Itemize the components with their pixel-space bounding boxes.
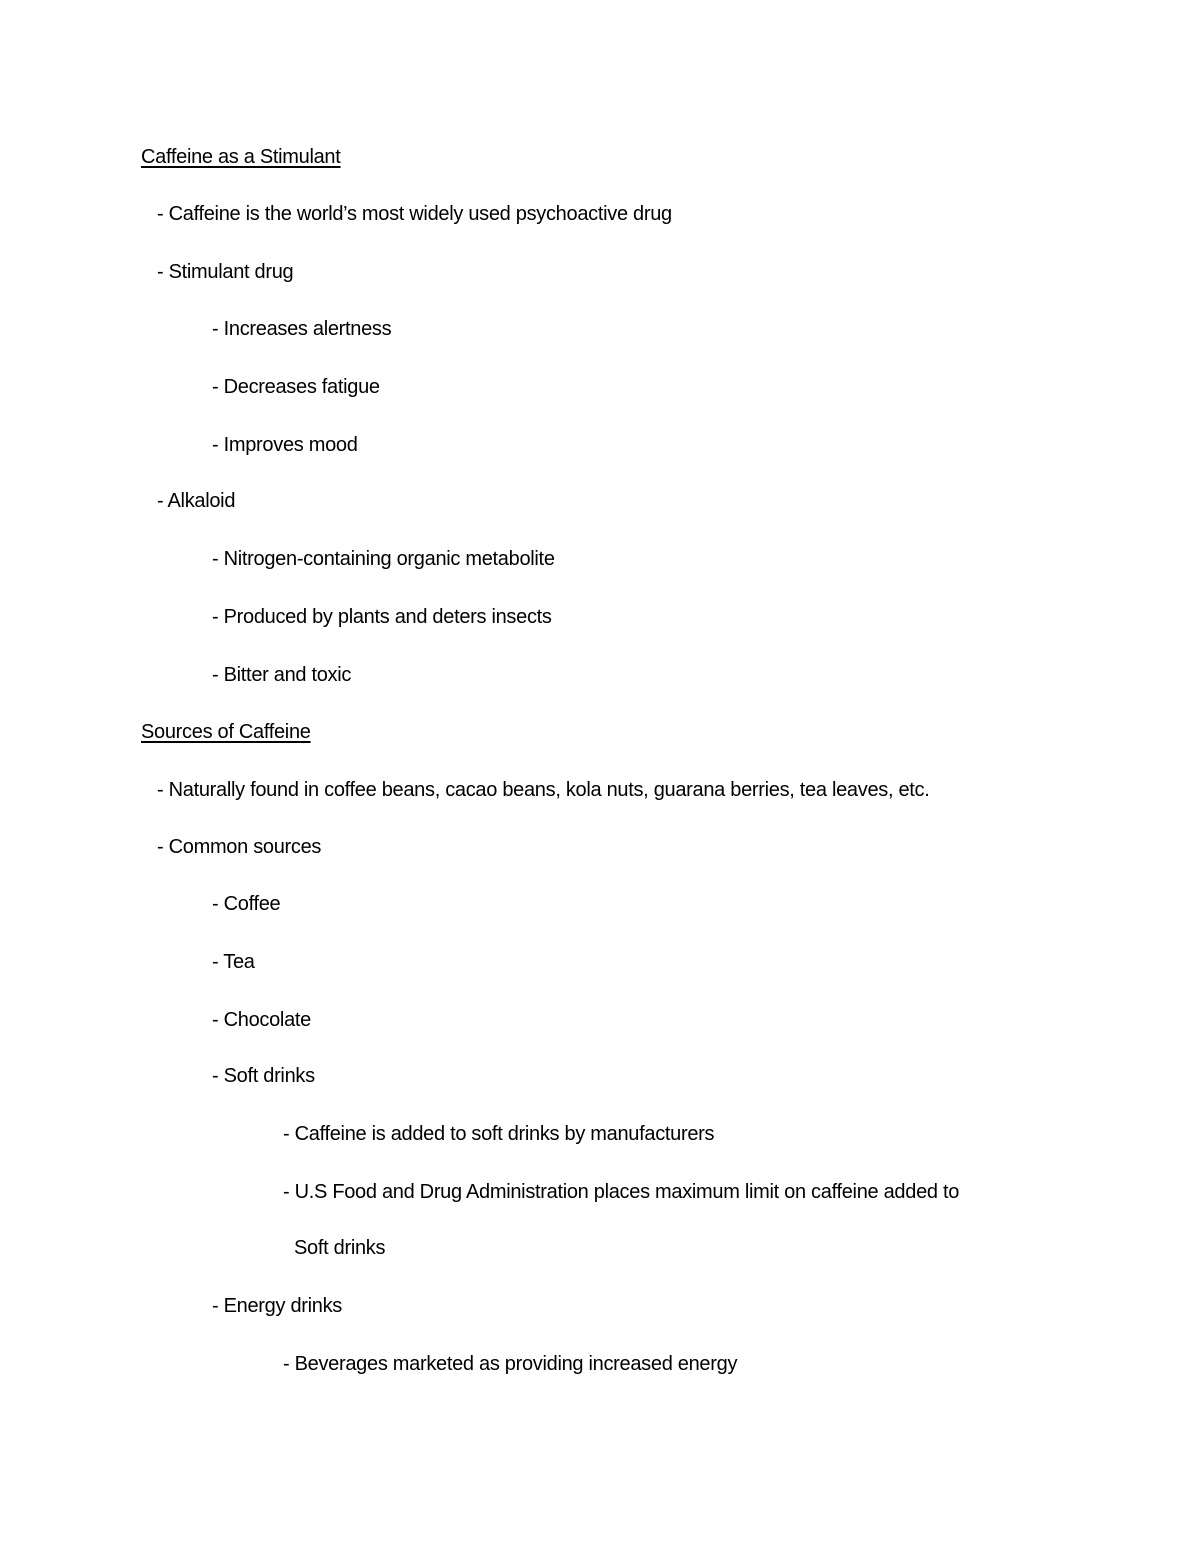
sub-bullet-item: - Improves mood: [212, 434, 358, 456]
bullet-item: - Stimulant drug: [157, 261, 294, 283]
section-heading-sources: Sources of Caffeine: [141, 721, 311, 743]
bullet-item: - Caffeine is the world’s most widely used psychoactive drug: [157, 203, 672, 225]
bullet-item: - Naturally found in coffee beans, cacao beans, kola nuts, guarana berries, tea leaves, etc.: [157, 779, 930, 801]
sub-bullet-item: - Soft drinks: [212, 1065, 315, 1087]
sub-sub-bullet-item: - Caffeine is added to soft drinks by manufacturers: [283, 1123, 715, 1145]
sub-bullet-item: - Tea: [212, 951, 255, 973]
sub-bullet-item: - Coffee: [212, 893, 281, 915]
bullet-item: - Common sources: [157, 836, 322, 858]
sub-bullet-item: - Bitter and toxic: [212, 664, 352, 686]
sub-bullet-item: - Produced by plants and deters insects: [212, 606, 552, 628]
sub-sub-bullet-item: - Beverages marketed as providing increased energy: [283, 1353, 738, 1375]
sub-bullet-item: - Chocolate: [212, 1009, 311, 1031]
section-heading-stimulant: Caffeine as a Stimulant: [141, 146, 341, 168]
sub-bullet-item: - Nitrogen-containing organic metabolite: [212, 548, 555, 570]
sub-bullet-item: - Energy drinks: [212, 1295, 342, 1317]
sub-sub-bullet-item: - U.S Food and Drug Administration places maximum limit on caffeine added to: [283, 1181, 960, 1203]
bullet-item: - Alkaloid: [157, 490, 236, 512]
sub-bullet-item: - Decreases fatigue: [212, 376, 380, 398]
sub-sub-bullet-continuation: Soft drinks: [294, 1237, 386, 1259]
sub-bullet-item: - Increases alertness: [212, 318, 392, 340]
